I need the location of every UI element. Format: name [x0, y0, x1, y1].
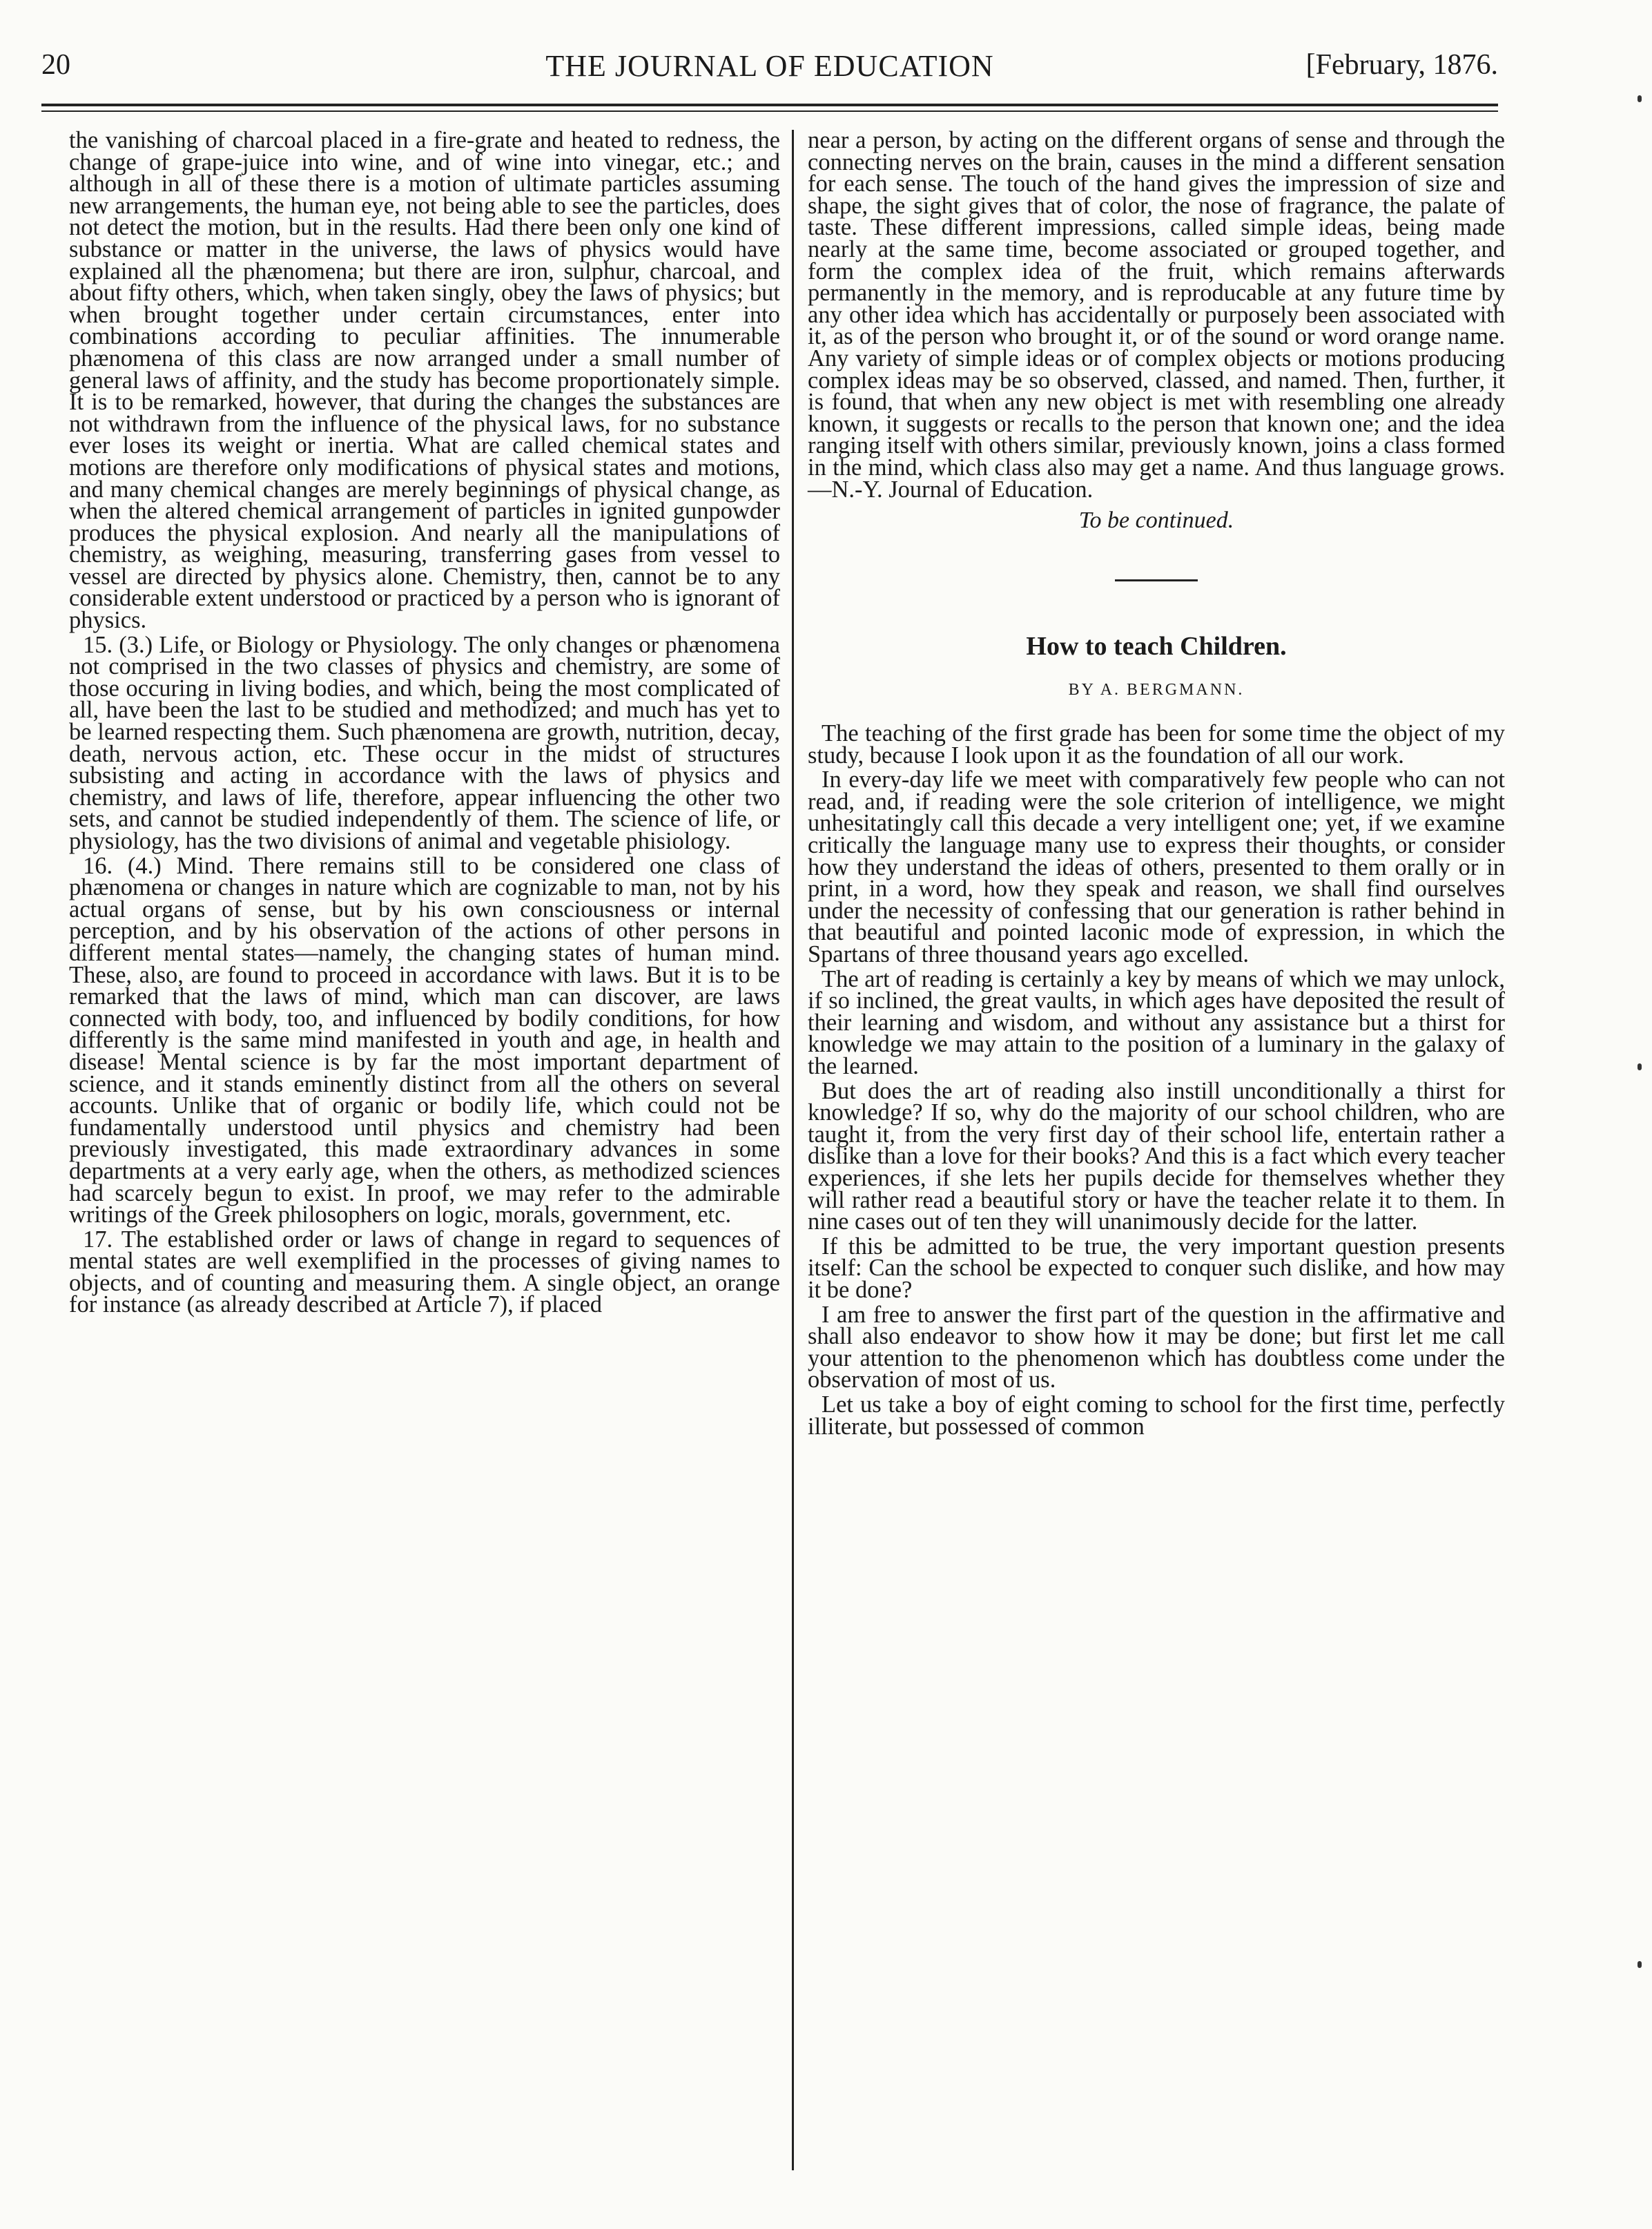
- right-column: [808, 127, 1505, 1440]
- paragraph: The art of reading is certainly a key by means of which we may unlock, if so inclined, the great vaults, in which ages have deposited the result of their learning and wisdom, and without any assistance but a thirst for knowledge we may attain to the position of a luminary in the galaxy of the learned.: [808, 965, 1505, 1079]
- left-column: [69, 127, 780, 1319]
- paragraph: In every-day life we meet with comparatively few people who can not read, and, if reading were the sole criterion of intelligence, we might unhesitatingly call this decade a very intelligent one; yet, if we examine critically the language many use to express their thoughts, or consider how they understand the ideas of others, presented to them orally or in print, in a word, how they speak and reason, we shall find ourselves under the necessity of confessing that our generation is rather behind in that beautiful and pointed laconic mode of expression, in which the Spartans of three thousand years ago excelled.: [808, 766, 1505, 968]
- paragraph: 17. The established order or laws of change in regard to sequences of mental states are well exemplified in the processes of giving names to objects, and of counting and measuring them. A single object, an orange for instance (as already described at Article 7), if placed: [69, 1226, 780, 1318]
- paragraph: 15. (3.) Life, or Biology or Physiology. The only changes or phænomena not comprised in the two classes of physics and chemistry, are some of those occuring in living bodies, and which, being the most complicated of all, have been the last to be studied and methodized; and much has yet to be learned respecting them. Such phænomena are growth, nutrition, decay, death, nervous action, etc. These occur in the midst of structures subsisting and acting in accordance with the laws of physics and chemistry, and laws of life, therefore, appear influencing the other two sets, and cannot be studied independently of them. The science of life, or physiology, has the two divisions of animal and vegetable phisiology.: [69, 631, 780, 854]
- section-divider: [1115, 579, 1198, 581]
- article-byline: BY A. BERGMANN.: [1068, 681, 1245, 699]
- continued-note: To be continued.: [1078, 508, 1234, 534]
- page-header: [41, 48, 1498, 97]
- column-divider: [792, 130, 794, 2170]
- issue-date: [February, 1876.: [1305, 49, 1498, 81]
- header-rule-thick: [41, 104, 1498, 106]
- continued-paragraph: near a person, by acting on the different organs of sense and through the connecting nerves on the brain, causes in the mind a different sensation for each sense. The touch of the hand gives the impression of size and shape, the sight gives that of color, the nose of fragrance, the palate of taste. These different impressions, called simple ideas, being made nearly at the same time, become associated or grouped together, and form the complex idea of the fruit, which remains afterwards permanently in the memory, and is reproducable at any future time by any other idea which has accidentally or purposely been associated with it, as of the person who brought it, or of the sound or word orange name. Any variety of simple ideas or of complex objects or motions producing complex ideas may be so observed, classed, and named. Then, further, it is found, that when any new object is met with resembling one already known, it suggests or recalls to the person that known one; and the idea ranging itself with others similar, previously known, joins a class formed in the mind, which class also may get a name. And thus language grows.—N.-Y. Journal of Education.: [808, 127, 1505, 503]
- journal-title: THE JOURNAL OF EDUCATION: [545, 49, 994, 83]
- header-rule-thin: [41, 110, 1498, 112]
- margin-speck: [1638, 1063, 1642, 1070]
- paragraph: Let us take a boy of eight coming to school for the first time, perfectly illiterate, but possessed of common: [808, 1391, 1505, 1440]
- paragraph: But does the art of reading also instill unconditionally a thirst for knowledge? If so, why do the majority of our school children, who are taught it, from the very first day of their school life, entertain rather a dislike than a love for their books? And this is a fact which every teacher experiences, if she lets her pupils decide for themselves whether they will rather read a beautiful story or have the teacher relate it to them. In nine cases out of ten they will unanimously decide for the latter.: [808, 1077, 1505, 1235]
- margin-speck: [1638, 1961, 1642, 1968]
- paragraph: the vanishing of charcoal placed in a fire-grate and heated to redness, the change of grape-juice into wine, and of wine into vinegar, etc.; and although in all of these there is a motion of ultimate particles assuming new arrangements, the human eye, not being able to see the particles, does not detect the motion, but in the results. Had there been only one kind of substance or matter in the universe, the laws of physics would have explained all the phænomena; but there are iron, sulphur, charcoal, and about fifty others, which, when taken singly, obey the laws of physics; but when brought together under certain circumstances, enter into combinations according to peculiar affinities. The innumerable phænomena of this class are now arranged under a small number of general laws of affinity, and the study has become proportionately simple. It is to be remarked, however, that during the changes the substances are not withdrawn from the influence of the physical laws, for no substance ever loses its weight or inertia. What are called chemical states and motions are therefore only modifications of physical states and motions, and many chemical changes are merely beginnings of physical change, as when the altered chemical arrangement of particles in ignited gunpowder produces the physical explosion. And nearly all the manipulations of chemistry, as weighing, measuring, transferring gases from vessel to vessel are directed by physics alone. Chemistry, then, cannot be to any considerable extent understood or practiced by a person who is ignorant of physics.: [69, 127, 780, 634]
- paragraph: 16. (4.) Mind. There remains still to be considered one class of phænomena or changes in nature which are cognizable to man, not by his actual organs of sense, but by his own consciousness or internal perception, and by his observation of the actions of other persons in different mental states—namely, the changing states of human mind. These, also, are found to proceed in accordance with laws. But it is to be remarked that the laws of mind, which man can discover, are laws connected with body, too, and influenced by bodily conditions, for how differently is the same mind manifested in youth and age, in health and disease! Mental science is by far the most important department of science, and it stands eminently distinct from all the others on several accounts. Unlike that of organic or bodily life, which could not be fundamentally understood until physics and chemistry had been previously investigated, this made extraordinary advances in some departments at a very early age, when the others, as methodized sciences had scarcely begun to exist. In proof, we may refer to the admirable writings of the Greek philosophers on logic, morals, government, etc.: [69, 852, 780, 1228]
- paragraph: If this be admitted to be true, the very important question presents itself: Can the school be expected to conquer such dislike, and how may it be done?: [808, 1233, 1505, 1303]
- paragraph: I am free to answer the first part of the question in the affirmative and shall also endeavor to show how it may be done; but first let me call your attention to the phenomenon which has doubtless come under the observation of most of us.: [808, 1301, 1505, 1393]
- margin-speck: [1638, 95, 1642, 102]
- page-number: 20: [41, 49, 70, 81]
- paragraph: The teaching of the first grade has been for some time the object of my study, because I look upon it as the foundation of all our work.: [808, 720, 1505, 769]
- article-title: How to teach Children.: [1026, 632, 1287, 662]
